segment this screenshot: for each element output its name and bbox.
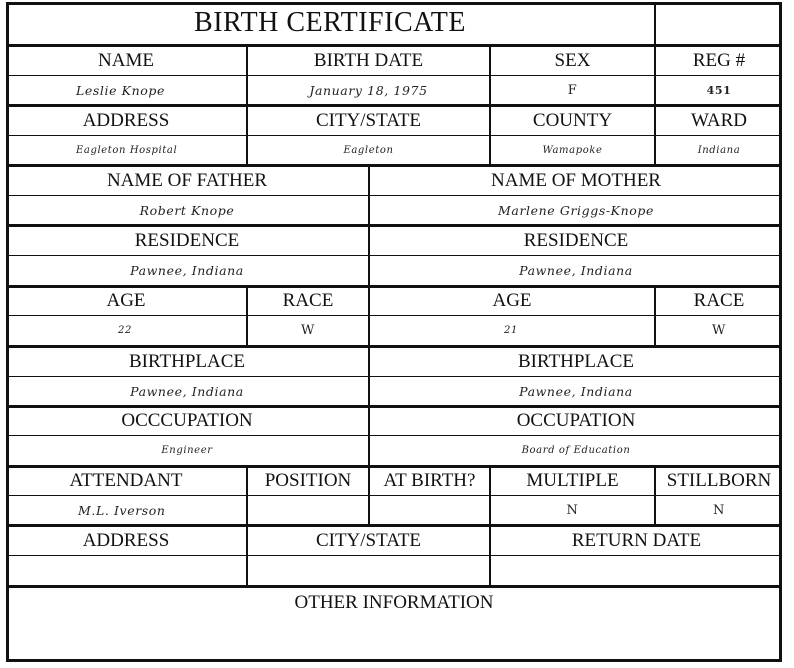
father-race-value: W — [301, 323, 315, 338]
father-birthplace-label: BIRTHPLACE — [128, 350, 246, 372]
mother-residence-value: Pawnee, Indiana — [519, 263, 633, 278]
county-label: COUNTY — [532, 109, 613, 131]
birth-date-value: January 18, 1975 — [309, 82, 428, 98]
return-address-label: ADDRESS — [82, 529, 170, 551]
other-information-label: OTHER INFORMATION — [294, 592, 494, 613]
mother-occupation-label: OCCUPATION — [516, 410, 636, 431]
father-birthplace-value: Pawnee, Indiana — [130, 383, 244, 399]
multiple-value: N — [566, 502, 579, 518]
mother-name-label: NAME OF MOTHER — [491, 169, 661, 191]
return-address-value[interactable] — [6, 556, 246, 585]
position-label: POSITION — [264, 470, 352, 491]
father-occupation-label: OCCCUPATION — [121, 410, 253, 431]
attendant-value: M.L. Iverson — [78, 502, 166, 518]
father-age-label: AGE — [106, 290, 146, 311]
other-information-value[interactable] — [6, 618, 782, 660]
birth-date-label: BIRTH DATE — [313, 49, 424, 71]
mother-race-value: W — [712, 323, 726, 338]
position-value[interactable] — [248, 496, 368, 524]
child-name-value: Leslie Knope — [76, 82, 165, 98]
reg-number-label: REG # — [692, 49, 746, 71]
father-age-value: 22 — [118, 325, 132, 336]
sex-value: F — [567, 82, 578, 98]
return-date-label: RETURN DATE — [571, 529, 702, 551]
mother-birthplace-value: Pawnee, Indiana — [519, 383, 633, 399]
mother-race-label: RACE — [693, 290, 745, 311]
ward-label: WARD — [691, 109, 747, 131]
father-race-label: RACE — [282, 290, 334, 311]
mother-age-value: 21 — [504, 325, 518, 336]
return-date-value[interactable] — [491, 556, 782, 585]
document-title: BIRTH CERTIFICATE — [194, 7, 466, 38]
city-state-value: Eagleton — [343, 144, 394, 156]
multiple-label: MULTIPLE — [526, 470, 619, 491]
at-birth-value[interactable] — [370, 496, 489, 524]
father-occupation-value: Engineer — [161, 445, 213, 456]
father-name-label: NAME OF FATHER — [106, 169, 268, 191]
stillborn-value: N — [713, 502, 725, 518]
father-residence-value: Pawnee, Indiana — [130, 263, 244, 278]
divider — [654, 2, 656, 45]
address-value: Eagleton Hospital — [76, 144, 178, 156]
mother-name-value: Marlene Griggs-Knope — [498, 202, 654, 218]
mother-age-label: AGE — [492, 290, 532, 311]
reg-number-value: 451 — [706, 83, 732, 97]
sex-label: SEX — [554, 49, 591, 71]
ward-value: Indiana — [697, 144, 741, 156]
county-value: Wamapoke — [542, 144, 603, 156]
father-name-value: Robert Knope — [139, 202, 235, 218]
mother-occupation-value: Board of Education — [521, 445, 631, 456]
stillborn-label: STILLBORN — [666, 470, 772, 491]
at-birth-label: AT BIRTH? — [383, 470, 476, 491]
father-residence-label: RESIDENCE — [134, 229, 240, 251]
attendant-label: ATTENDANT — [69, 470, 183, 491]
name-label: NAME — [98, 49, 154, 71]
return-city-state-label: CITY/STATE — [315, 529, 422, 551]
return-city-state-value[interactable] — [248, 556, 489, 585]
address-label: ADDRESS — [82, 109, 170, 131]
mother-birthplace-label: BIRTHPLACE — [517, 350, 635, 372]
mother-residence-label: RESIDENCE — [523, 229, 629, 251]
city-state-label: CITY/STATE — [315, 109, 422, 131]
